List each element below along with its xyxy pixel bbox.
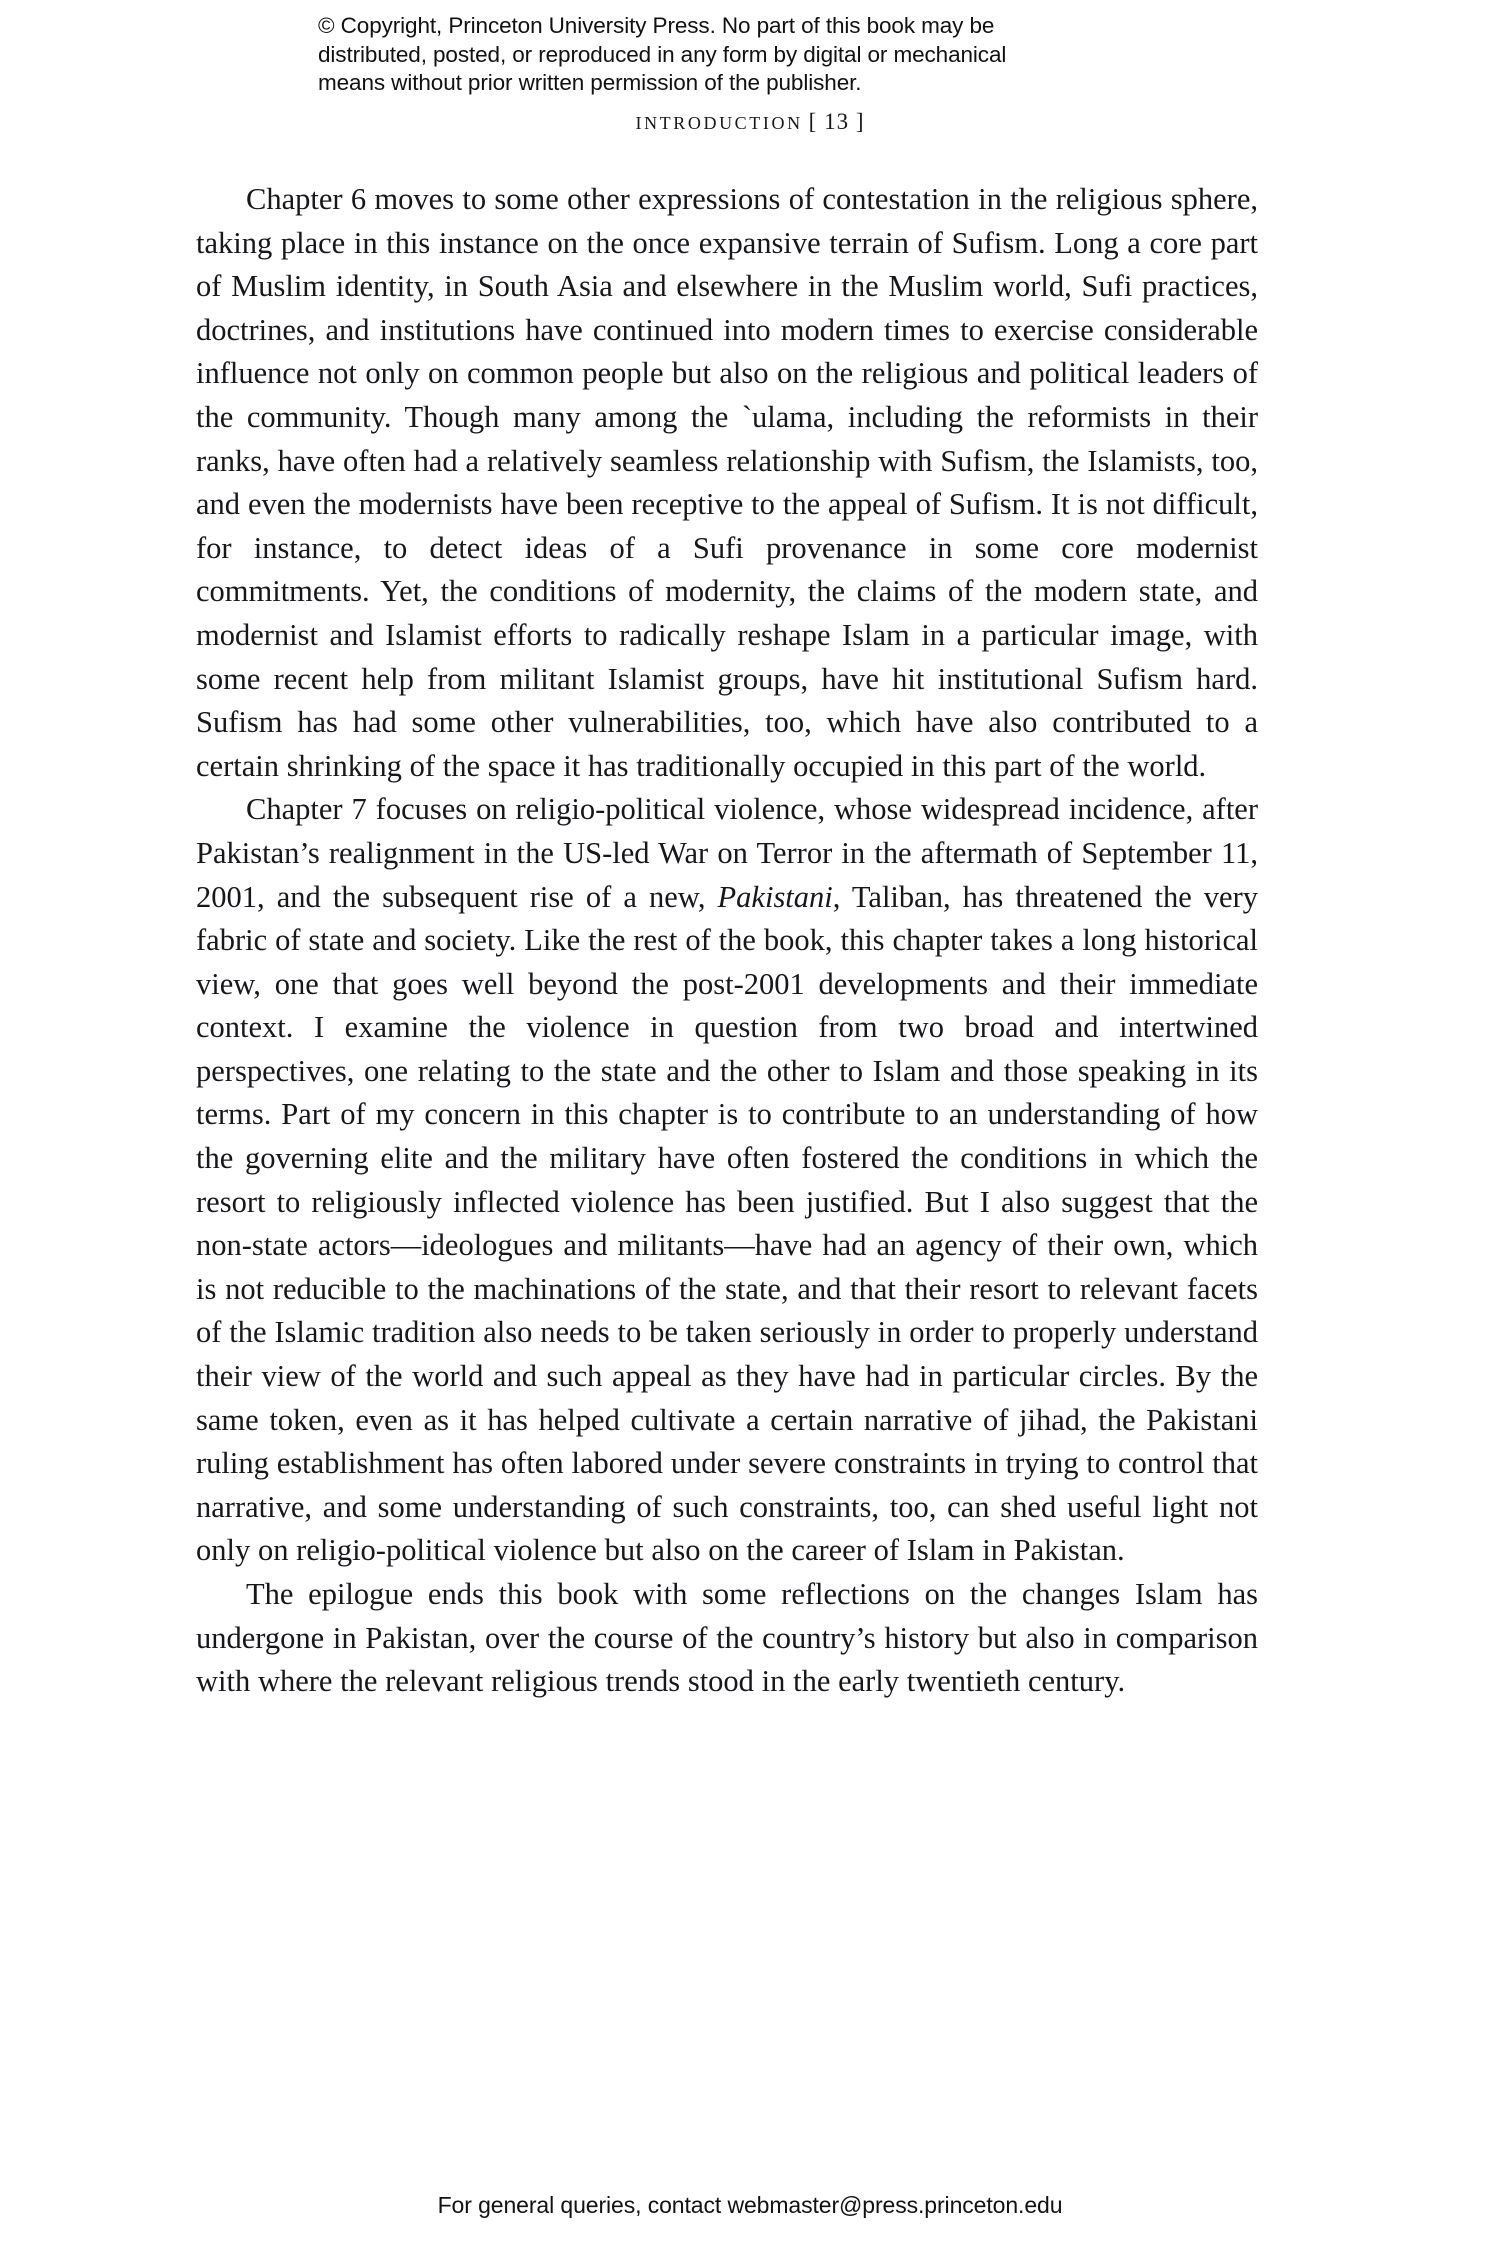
italic-term-pakistani: Pakistani xyxy=(717,879,833,914)
running-head xyxy=(0,108,1500,136)
running-head-label: introduction xyxy=(635,108,803,135)
paragraph-chapter-7 xyxy=(196,788,1258,1573)
paragraph-chapter-6 xyxy=(196,178,1258,788)
footer-query-note xyxy=(0,2192,1500,2219)
paragraph-chapter-7-text-after: , Taliban, has threatened the very fabric of state and society. Like the rest of the book, this chapter takes a long historical view, one that goes well beyond the post-2001 developments and their immediate context. I examine the violence in question from two broad and intertwined perspectives, one relating to the state and the other to Islam and those speaking in its terms. Part of my concern in this chapter is to contribute to an understanding of how the governing elite and the military have often fostered the conditions in which the resort to religiously inflected violence has been justified. But I also suggest that the non-state actors—ideologues and militants—have had an agency of their own, which is not reducible to the machinations of the state, and that their resort to relevant facets of the Islamic tradition also needs to be taken seriously in order to properly understand their view of the world and such appeal as they have had in particular circles. By the same token, even as it has helped cultivate a certain narrative of jihad, the Pakistani ruling establishment has often labored under severe constraints in trying to control that narrative, and some understanding of such constraints, too, can shed useful light not only on religio-political violence but also on the career of Islam in Pakistan. xyxy=(196,879,1259,1568)
paragraph-epilogue xyxy=(196,1573,1258,1704)
copyright-line-3: means without prior written permission of the publisher. xyxy=(318,70,862,96)
body-text-column xyxy=(196,178,1258,1704)
paragraph-epilogue-text: The epilogue ends this book with some reflections on the changes Islam has undergone in Pakistan, over the course of the country’s history but also in comparison with where the relevant religious trends stood in the early twentieth century. xyxy=(196,1577,1258,1699)
paragraph-chapter-6-text: Chapter 6 moves to some other expressions of contestation in the religious sphere, taking place in this instance on the once expansive terrain of Sufism. Long a core part of Muslim identity, in South Asia and elsewhere in the Muslim world, Sufi practices, doctrines, and institutions have continued into modern times to exercise considerable influence not only on common people but also on the religious and political leaders of the community. Though many among the `ulama, including the reformists in their ranks, have often had a relatively seamless relationship with Sufism, the Islamists, too, and even the modernists have been receptive to the appeal of Sufism. It is not difficult, for instance, to detect ideas of a Sufi provenance in some core modernist commitments. Yet, the conditions of modernity, the claims of the modern state, and modernist and Islamist efforts to radically reshape Islam in a particular image, with some recent help from militant Islamist groups, have hit institutional Sufism hard. Sufism has had some other vulnerabilities, too, which have also contributed to a certain shrinking of the space it has traditionally occupied in this part of the world. xyxy=(196,182,1258,783)
copyright-line-2: distributed, posted, or reproduced in any form by digital or mechanical xyxy=(318,41,1007,67)
copyright-line-1: © Copyright, Princeton University Press. No part of this book may be xyxy=(318,13,995,38)
paragraph-chapter-7-text-before: Chapter 7 focuses on religio-political violence, whose widespread incidence, after Pakistan’s realignment in the US-led War on Terror in the aftermath of September 11, 2001, and the subsequent rise of a new, xyxy=(196,792,1258,914)
copyright-notice xyxy=(318,12,1178,98)
page-folio: [ 13 ] xyxy=(808,109,865,134)
footer-query-note-text: For general queries, contact webmaster@press.princeton.edu xyxy=(437,2192,1063,2218)
